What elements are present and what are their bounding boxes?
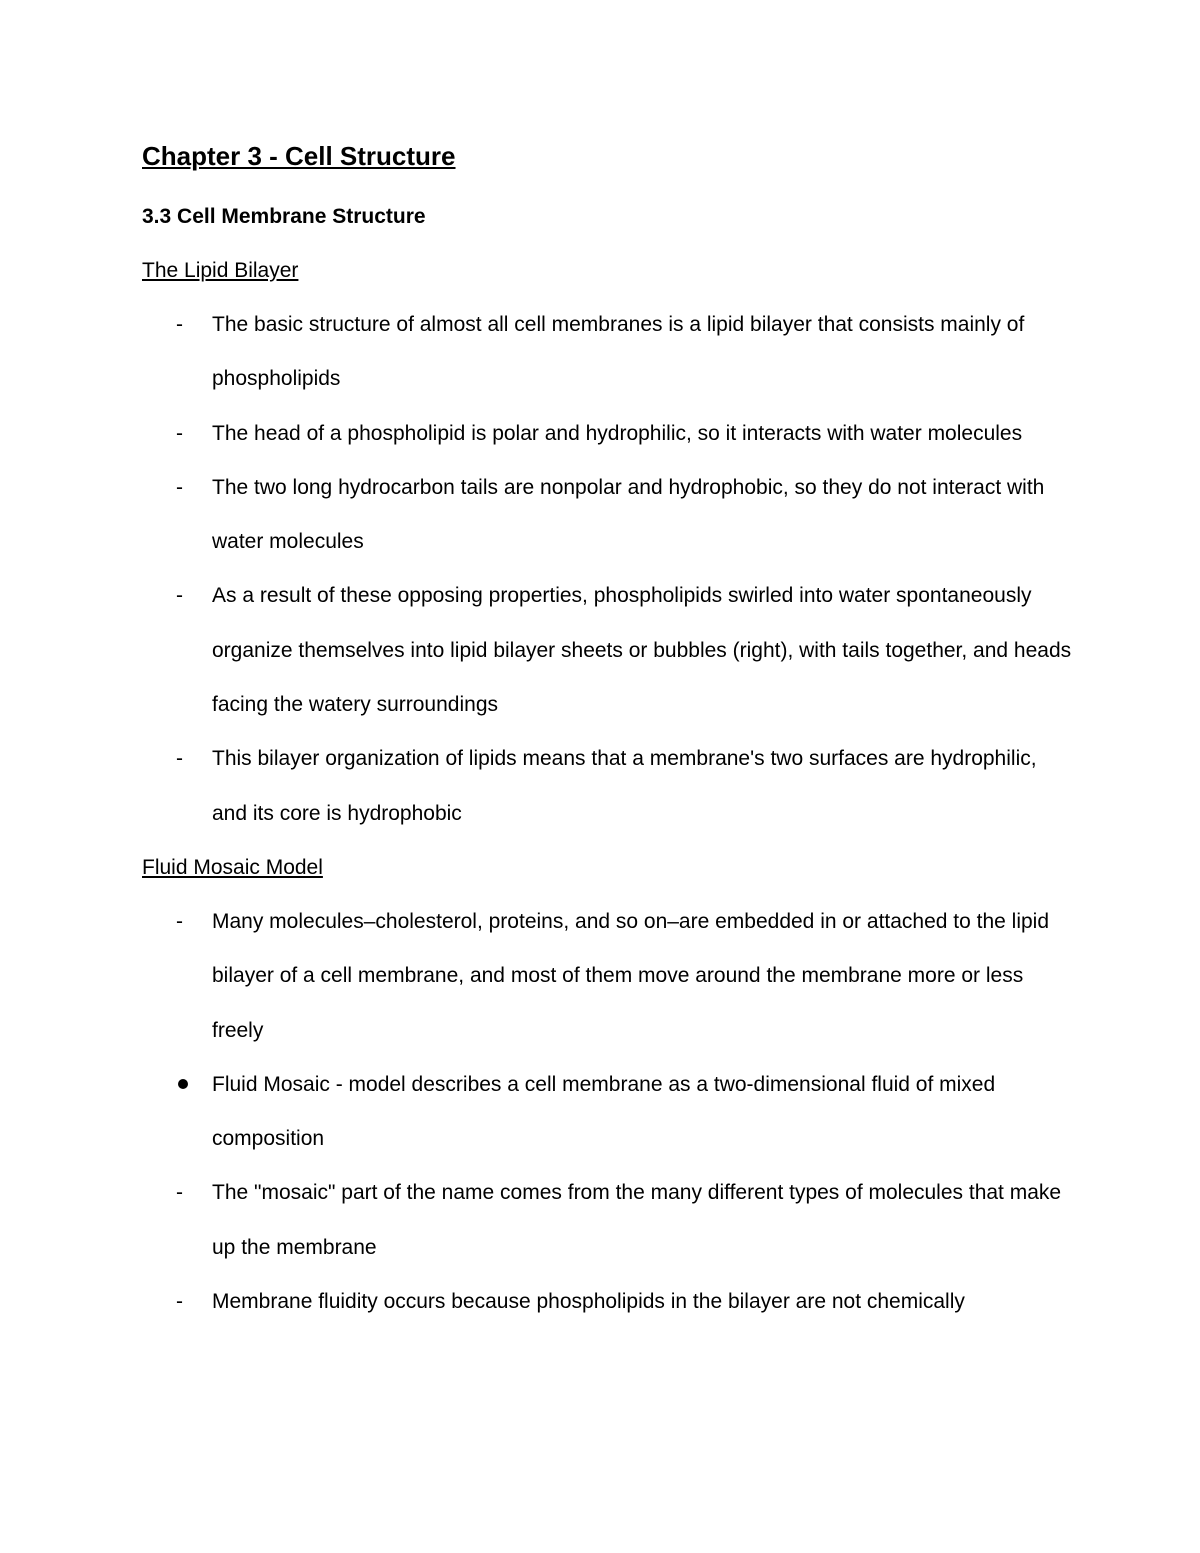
list-item (142, 569, 1072, 732)
list-item-text: Membrane fluidity occurs because phospholipids in the bilayer are not chemically (212, 1290, 965, 1314)
section-heading: 3.3 Cell Membrane Structure (142, 205, 426, 228)
list-item (142, 732, 1072, 841)
subsection-lipid-bilayer (142, 244, 1072, 841)
dash-marker: - (176, 475, 183, 499)
subsection-fluid-mosaic-model (142, 841, 1072, 1329)
dash-marker: - (176, 313, 183, 336)
bullet-list (142, 298, 1072, 841)
list-item-text: Fluid Mosaic - model describes a cell membrane as a two-dimensional fluid of mixed composition (212, 1072, 996, 1151)
list-item-text: As a result of these opposing properties, phospholipids swirled into water spontaneously organize themselves into lipid bilayer sheets or bubbles (right), with tails together, and heads facing the watery surroundings (212, 584, 1072, 717)
list-item-text: The "mosaic" part of the name comes from the many different types of molecules that make up the membrane (212, 1181, 1062, 1259)
dash-marker: - (176, 421, 183, 445)
list-item-text: Many molecules–cholesterol, proteins, and so on–are embedded in or attached to the lipid bilayer of a cell membrane, and most of them move around the membrane more or less freely (212, 909, 1050, 1042)
dash-marker: - (176, 1181, 183, 1205)
list-item-text: The basic structure of almost all cell membranes is a lipid bilayer that consists mainly of phospholipids (212, 313, 1025, 391)
dash-marker: - (176, 1290, 183, 1314)
subsection-heading: Fluid Mosaic Model (142, 855, 323, 879)
chapter-title: Chapter 3 - Cell Structure (142, 141, 456, 171)
bullet-icon (178, 1058, 198, 1112)
list-item (142, 461, 1072, 570)
list-item-text: This bilayer organization of lipids means that a membrane's two surfaces are hydrophilic, and its core is hydrophobic (212, 747, 1037, 825)
subsection-heading: The Lipid Bilayer (142, 259, 299, 282)
list-item (142, 1058, 1072, 1167)
dash-marker: - (176, 909, 183, 933)
list-item-text: The two long hydrocarbon tails are nonpolar and hydrophobic, so they do not interact with water molecules (212, 475, 1045, 554)
list-item (142, 298, 1072, 407)
list-item-text: The head of a phospholipid is polar and hydrophilic, so it interacts with water molecules (212, 421, 1023, 445)
dash-marker: - (176, 584, 183, 608)
bullet-list (142, 895, 1072, 1329)
document-page (142, 138, 1072, 1329)
list-item (142, 1275, 1072, 1329)
list-item (142, 1166, 1072, 1275)
list-item (142, 407, 1072, 461)
list-item (142, 895, 1072, 1058)
dash-marker: - (176, 747, 183, 771)
